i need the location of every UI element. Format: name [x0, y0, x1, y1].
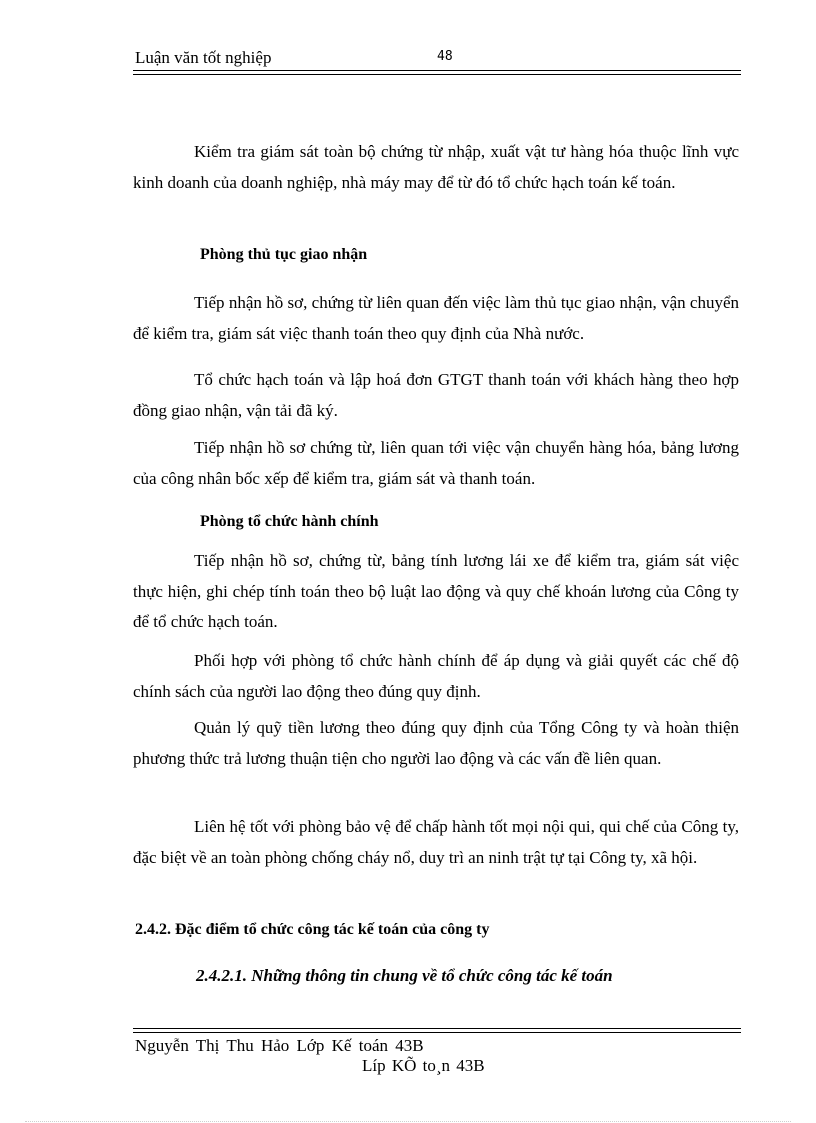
subsection-heading-2-4-2-1: 2.4.2.1. Những thông tin chung về tổ chức công tác kế toán: [196, 966, 613, 985]
paragraph-8: Liên hệ tốt với phòng bảo vệ để chấp hành tốt mọi nội qui, qui chế của Công ty, đặc biệt về an toàn phòng chống cháy nổ, duy trì an ninh trật tự tại Công ty, xã hội.: [133, 817, 739, 867]
header-title: Luận văn tốt nghiệp: [135, 48, 272, 67]
paragraph-5: Tiếp nhận hồ sơ, chứng từ, bảng tính lương lái xe để kiểm tra, giám sát việc thực hiện, ghi chép tính toán theo bộ luật lao động và quy chế khoán lương của Công ty để tổ chức hạch toán.: [133, 551, 739, 631]
page-number: 48: [437, 49, 453, 64]
header-rule-bottom: [133, 74, 741, 75]
paragraph-7: Quản lý quỹ tiền lương theo đúng quy định của Tổng Công ty và hoàn thiện phương thức trả lương thuận tiện cho người lao động và các vấn đề liên quan.: [133, 718, 739, 768]
page-edge-divider: [25, 1121, 791, 1122]
paragraph-3: Tổ chức hạch toán và lập hoá đơn GTGT thanh toán với khách hàng theo hợp đồng giao nhận, vận tải đã ký.: [133, 370, 739, 420]
footer-class-line: Líp KÕ to¸n 43B: [362, 1056, 485, 1075]
paragraph-4: Tiếp nhận hồ sơ chứng từ, liên quan tới việc vận chuyển hàng hóa, bảng lương của công nhân bốc xếp để kiểm tra, giám sát và thanh toán.: [133, 438, 739, 488]
paragraph-1: Kiểm tra giám sát toàn bộ chứng từ nhập, xuất vật tư hàng hóa thuộc lĩnh vực kinh doanh của doanh nghiệp, nhà máy may để từ đó tổ chức hạch toán kế toán.: [133, 142, 739, 192]
footer-rule-top: [133, 1028, 741, 1029]
paragraph-6: Phối hợp với phòng tổ chức hành chính để áp dụng và giải quyết các chế độ chính sách của người lao động theo đúng quy định.: [133, 651, 739, 701]
paragraph-2: Tiếp nhận hồ sơ, chứng từ liên quan đến việc làm thủ tục giao nhận, vận chuyển để kiểm tra, giám sát việc thanh toán theo quy định của Nhà nước.: [133, 293, 739, 343]
footer-author-line: Nguyễn Thị Thu Hảo Lớp Kế toán 43B: [135, 1036, 424, 1055]
section-heading-2-4-2: 2.4.2. Đặc điểm tổ chức công tác kế toán của công ty: [135, 921, 490, 938]
footer-rule-bottom: [133, 1032, 741, 1033]
section-heading-giao-nhan: Phòng thủ tục giao nhận: [200, 246, 368, 263]
section-heading-hanh-chinh: Phòng tổ chức hành chính: [200, 513, 379, 530]
header-rule-top: [133, 70, 741, 71]
